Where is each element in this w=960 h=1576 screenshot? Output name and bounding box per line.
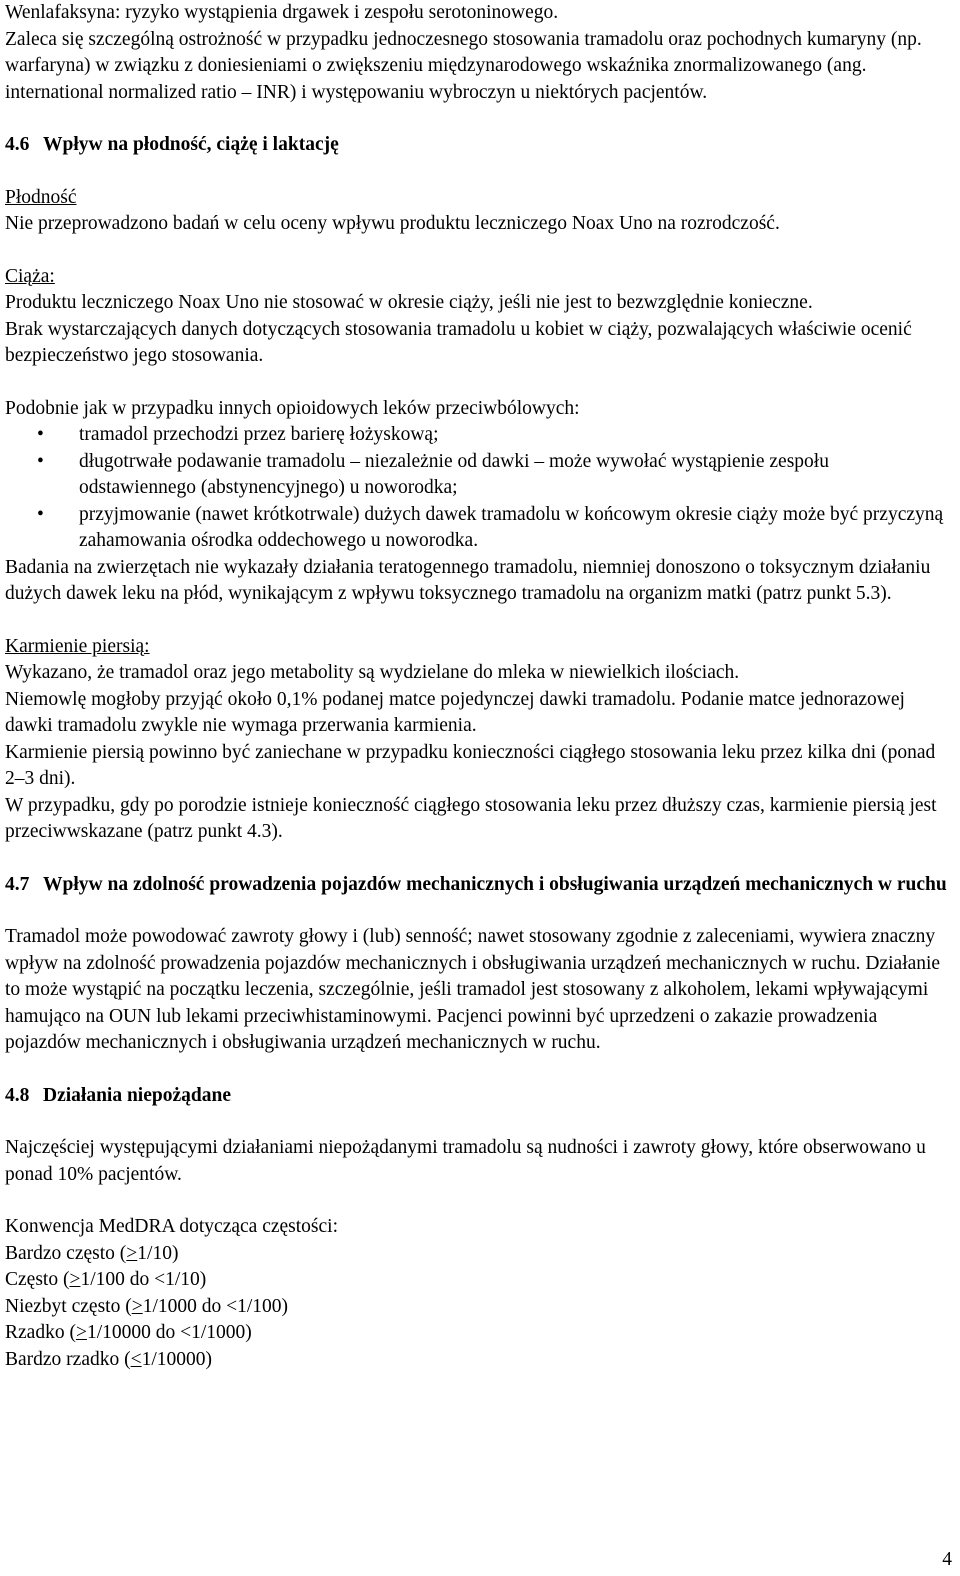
adverse-effects-paragraph: Najczęściej występującymi działaniami niepożądanymi tramadolu są nudności i zawroty głowy, które obserwowano u ponad 10% pacjentów. (5, 1137, 926, 1185)
document-page (5, 0, 950, 1373)
section-4-7-heading (5, 872, 950, 899)
intro-paragraph-2: Zaleca się szczególną ostrożność w przypadku jednoczesnego stosowania tramadolu oraz pochodnych kumaryny (np. warfaryna) w związku z doniesieniami o zwiększeniu międzynarodowego wskaźnika znormalizowanego (ang. international normalized ratio – INR) i występowaniu wybroczyn u niektórych pacjentów. (5, 28, 922, 103)
list-item: Rzadko (>1/10000 do <1/1000) (5, 1322, 252, 1343)
list-item: • długotrwałe podawanie tramadolu – niezależnie od dawki – może wywołać wystąpienie zespołu odstawiennego (abstynencyjnego) u noworodka; (5, 449, 950, 502)
list-item: • przyjmowanie (nawet krótkotrwale) dużych dawek tramadolu w końcowym okresie ciąży może być przyczyną zahamowania ośrodka oddechowego u noworodka. (5, 502, 950, 555)
fertility-text: Nie przeprowadzono badań w celu oceny wpływu produktu leczniczego Noax Uno na rozrodczość. (5, 213, 780, 234)
fertility-label: Płodność (5, 186, 77, 208)
animal-studies-paragraph: Badania na zwierzętach nie wykazały działania teratogennego tramadolu, niemniej donoszono o toksycznym działaniu dużych dawek leku na płód, wynikającym z wpływu toksycznego tramadolu na organizm matki (patrz punkt 5.3). (5, 556, 931, 604)
list-item: Bardzo rzadko (<1/10000) (5, 1348, 213, 1370)
pregnancy-paragraph-2: Brak wystarczających danych dotyczących stosowania tramadolu u kobiet w ciąży, pozwalających właściwie ocenić bezpieczeństwo jego stosowania. (5, 318, 912, 366)
breastfeeding-paragraph-2: Niemowlę mogłoby przyjąć około 0,1% podanej matce pojedynczej dawki tramadolu. Podanie matce jednorazowej dawki tramadolu zwykle nie wymaga przerwania karmienia. (5, 688, 905, 736)
breastfeeding-paragraph-1: Wykazano, że tramadol oraz jego metabolity są wydzielane do mleka w niewielkich ilościach. (5, 662, 740, 683)
pregnancy-label-line (5, 264, 950, 291)
list-item: Niezbyt często (>1/1000 do <1/100) (5, 1295, 289, 1317)
list-item: Często (>1/100 do <1/10) (5, 1269, 207, 1290)
page-number: 4 (942, 1549, 952, 1570)
section-title: Działania niepożądane (43, 1084, 231, 1106)
pregnancy-paragraph-1: Produktu leczniczego Noax Uno nie stosować w okresie ciąży, jeśli nie jest to bezwzględnie konieczne. (5, 292, 813, 313)
breastfeeding-paragraph-4: W przypadku, gdy po porodzie istnieje konieczność ciągłego stosowania leku przez dłuższy czas, karmienie piersią jest przeciwwskazane (patrz punkt 4.3). (5, 794, 937, 842)
section-4-8-heading (5, 1083, 950, 1110)
breastfeeding-label-line (5, 634, 950, 661)
frequency-list (5, 1241, 950, 1374)
meddra-convention-title: Konwencja MedDRA dotycząca częstości: (5, 1216, 339, 1237)
section-4-6-heading (5, 132, 950, 159)
section-title: Wpływ na zdolność prowadzenia pojazdów mechanicznych i obsługiwania urządzeń mechanicznych w ruchu (43, 873, 947, 895)
intro-paragraph-1: Wenlafaksyna: ryzyko wystąpienia drgawek i zespołu serotoninowego. (5, 2, 559, 23)
section-number: 4.8 (5, 1084, 30, 1106)
section-title: Wpływ na płodność, ciążę i laktację (43, 134, 339, 155)
breastfeeding-paragraph-3: Karmienie piersią powinno być zaniechane w przypadku konieczności ciągłego stosowania leku przez kilka dni (ponad 2–3 dni). (5, 741, 936, 789)
driving-paragraph: Tramadol może powodować zawroty głowy i (lub) senność; nawet stosowany zgodnie z zaleceniami, wywiera znaczny wpływ na zdolność prowadzenia pojazdów mechanicznych i obsługiwania urządzeń mechanicznych w ruchu. Działanie to może wystąpić na początku leczenia, szczególnie, jeśli tramadol jest stosowany z alkoholem, lekami wpływającymi hamująco na OUN lub lekami przeciwhistaminowymi. Pacjenci powinni być uprzedzeni o zakazie prowadzenia pojazdów mechanicznych i obsługiwania urządzeń mechanicznych w ruchu. (5, 926, 941, 1053)
section-number: 4.7 (5, 873, 30, 895)
opioid-bullet-list (5, 422, 950, 555)
section-number: 4.6 (5, 134, 30, 155)
breastfeeding-label: Karmienie piersią: (5, 635, 150, 657)
opioid-intro: Podobnie jak w przypadku innych opioidowych leków przeciwbólowych: (5, 397, 580, 419)
list-item: • tramadol przechodzi przez barierę łożyskową; (5, 422, 950, 449)
list-item: Bardzo często (>1/10) (5, 1242, 179, 1264)
pregnancy-label: Ciąża: (5, 265, 55, 287)
